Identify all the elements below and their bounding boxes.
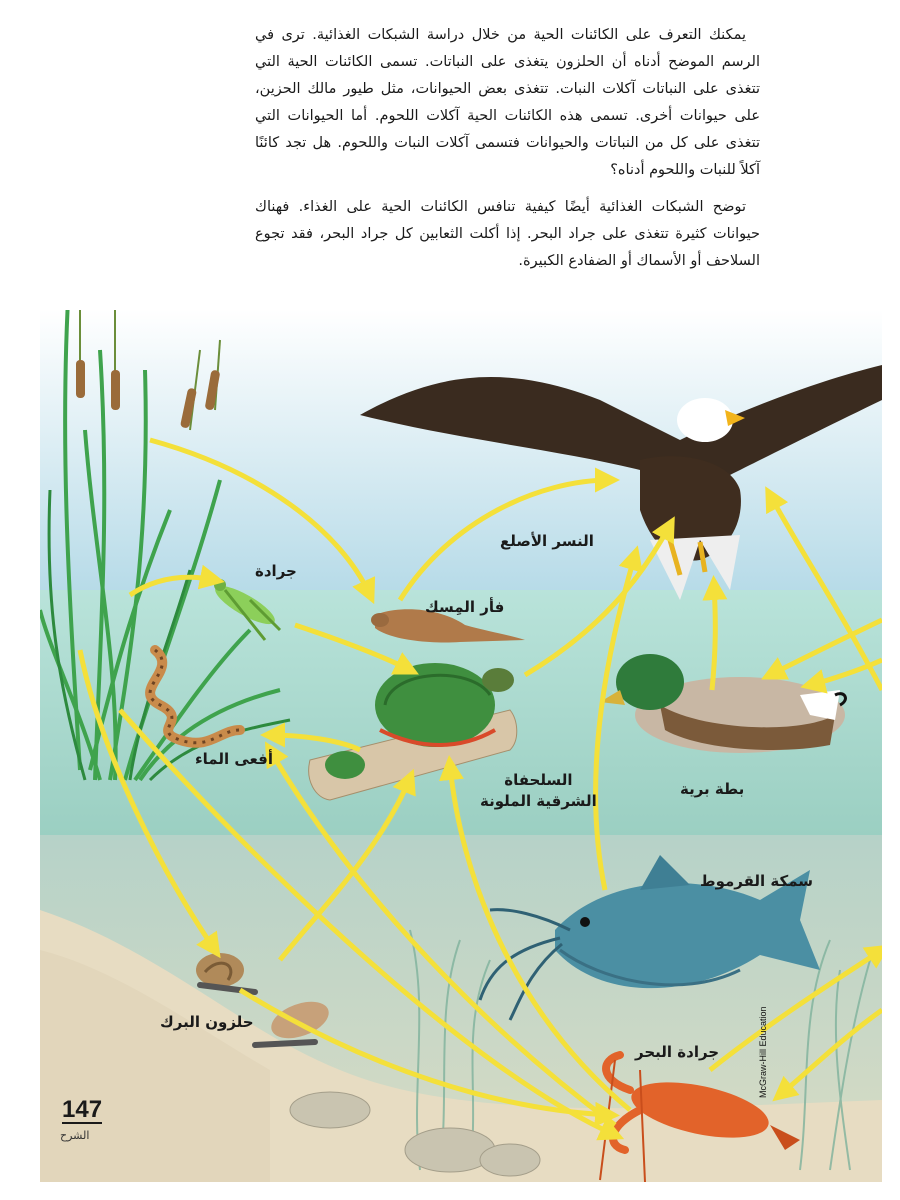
section-name: الشرح [60, 1129, 90, 1142]
label-turtle-line2: الشرقية الملونة [480, 792, 597, 810]
label-muskrat: فأر المِسك [425, 598, 505, 616]
label-crayfish: جرادة البحر [635, 1043, 720, 1061]
food-web-svg [40, 310, 882, 1182]
page-number: 147 [62, 1096, 103, 1123]
paragraph-2: توضح الشبكات الغذائية أيضًا كيفية تنافس الكائنات الحية على الغذاء. فهناك حيوانات كثيرة تتغذى على جراد البحر. إذا أكلت الثعابين كل جراد البحر، فقد تجوع السلاحف أو الأسماك أو الضفادع الكبيرة. [255, 199, 760, 269]
label-duck: بطة برية [680, 780, 745, 798]
image-credit: McGraw-Hill Education [758, 1006, 768, 1098]
label-water-snake: أفعى الماء [195, 750, 273, 768]
label-pond-snail: حلزون البرك [160, 1013, 254, 1031]
food-web-illustration [40, 310, 882, 1182]
label-catfish: سمكة القرموط [700, 872, 814, 890]
intro-text [255, 22, 760, 285]
label-grasshopper: جرادة [255, 562, 297, 580]
label-turtle-line1: السلحفاة [504, 771, 573, 789]
label-turtle [480, 770, 597, 812]
paragraph-1: يمكنك التعرف على الكائنات الحية من خلال دراسة الشبكات الغذائية. ترى في الرسم الموضح أدناه أن الحلزون يتغذى على النباتات. تسمى الكائنات الحية التي تتغذى على النباتات آكلات النبات. تتغذى بعض الحيوانات، مثل طيور مالك الحزين، على حيوانات أخرى. تسمى هذه الكائنات الحية آكلات اللحوم. أما الحيوانات التي تتغذى على كل من النباتات والحيوانات فتسمى آكلات النبات واللحوم. هل تجد كائنًا آكلاً للنبات واللحوم أدناه؟ [255, 27, 760, 178]
label-eagle: النسر الأصلع [500, 532, 594, 550]
